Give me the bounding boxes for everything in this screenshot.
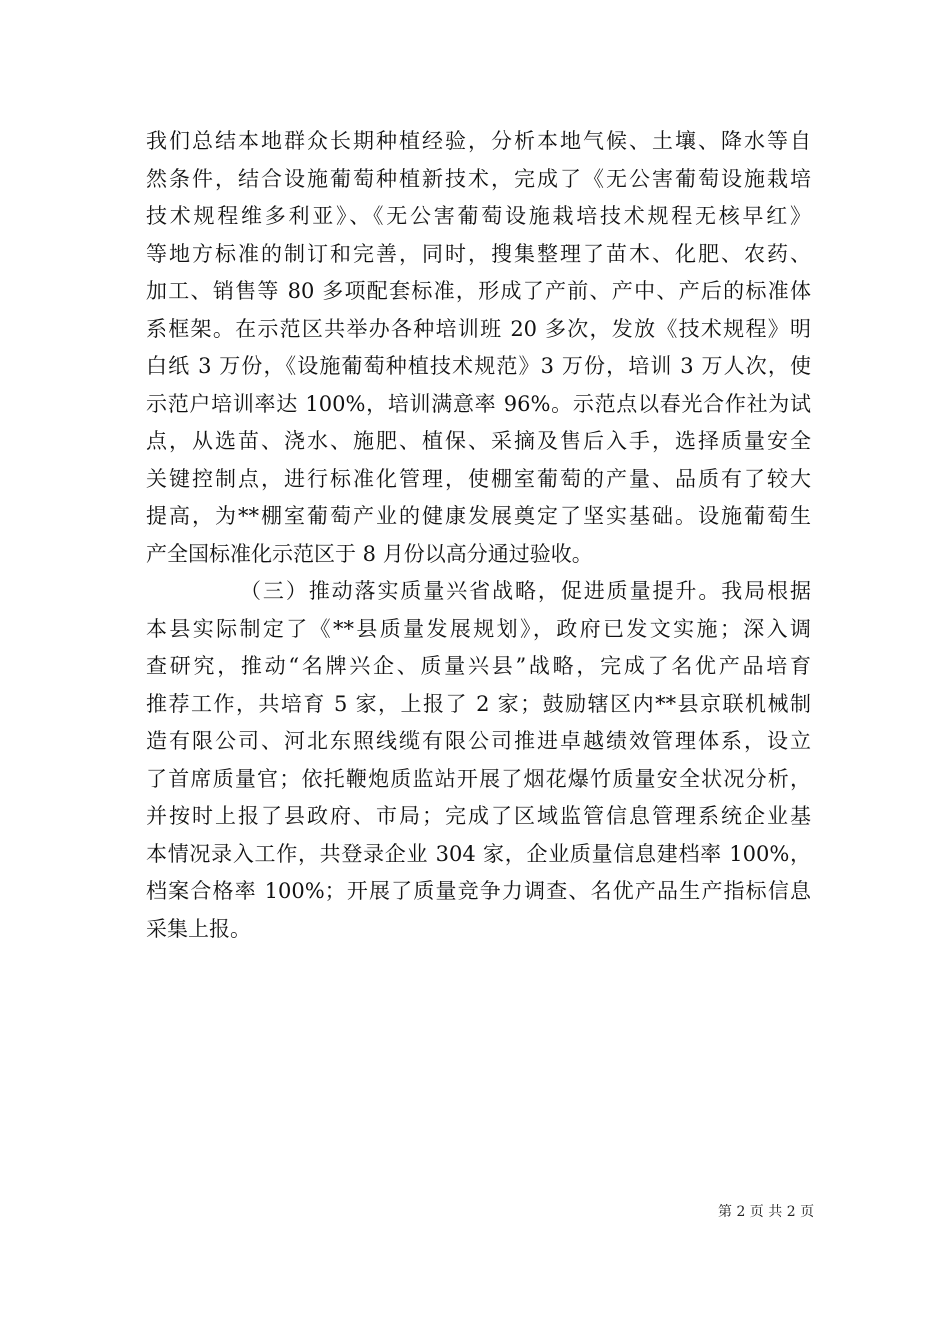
paragraph-line: 查研究，推动“名牌兴企、质量兴县”战略，完成了名优产品培育 (146, 654, 811, 678)
paragraph-line: 白纸 3 万份，《设施葡萄种植技术规范》3 万份，培训 3 万人次，使 (146, 354, 811, 378)
paragraph-2 (146, 573, 811, 948)
paragraph-line: 产全国标准化示范区于 8 月份以高分通过验收。 (146, 541, 593, 566)
paragraph-line: 推荐工作，共培育 5 家，上报了 2 家；鼓励辖区内**县京联机械制 (146, 691, 811, 716)
paragraph-line: 了首席质量官；依托鞭炮质监站开展了烟花爆竹质量安全状况分析， (146, 766, 811, 791)
paragraph-line: 档案合格率 100%；开展了质量竞争力调查、名优产品生产指标信息 (146, 879, 811, 903)
paragraph-line: 然条件，结合设施葡萄种植新技术，完成了《无公害葡萄设施栽培 (146, 166, 811, 191)
paragraph-line: 技术规程维多利亚》、《无公害葡萄设施栽培技术规程无核早红》 (146, 204, 811, 228)
paragraph-1 (146, 123, 811, 573)
paragraph-line: （三）推动落实质量兴省战略，促进质量提升。我局根据 (240, 579, 811, 603)
paragraph-line: 本县实际制定了《**县质量发展规划》，政府已发文实施；深入调 (146, 616, 811, 641)
page-number: 第 2 页 共 2 页 (718, 1204, 815, 1220)
paragraph-line: 提高，为**棚室葡萄产业的健康发展奠定了坚实基础。设施葡萄生 (146, 504, 811, 528)
paragraph-line: 等地方标准的制订和完善，同时，搜集整理了苗木、化肥、农药、 (146, 241, 811, 266)
paragraph-line: 我们总结本地群众长期种植经验，分析本地气候、土壤、降水等自 (146, 129, 811, 153)
paragraph-line: 点，从选苗、浇水、施肥、植保、采摘及售后入手，选择质量安全 (146, 429, 811, 453)
paragraph-line: 造有限公司、河北东照线缆有限公司推进卓越绩效管理体系，设立 (146, 729, 811, 753)
paragraph-line: 本情况录入工作，共登录企业 304 家，企业质量信息建档率 100%， (146, 841, 811, 866)
paragraph-line: 关键控制点，进行标准化管理，使棚室葡萄的产量、品质有了较大 (146, 466, 811, 491)
paragraph-line: 系框架。在示范区共举办各种培训班 20 多次，发放《技术规程》明 (146, 316, 811, 341)
paragraph-line: 采集上报。 (146, 916, 251, 941)
paragraph-line: 并按时上报了县政府、市局；完成了区域监管信息管理系统企业基 (146, 804, 811, 828)
document-body (146, 123, 811, 948)
paragraph-line: 加工、销售等 80 多项配套标准，形成了产前、产中、产后的标准体 (146, 279, 811, 303)
paragraph-line: 示范户培训率达 100%，培训满意率 96%。示范点以春光合作社为试 (146, 391, 811, 416)
